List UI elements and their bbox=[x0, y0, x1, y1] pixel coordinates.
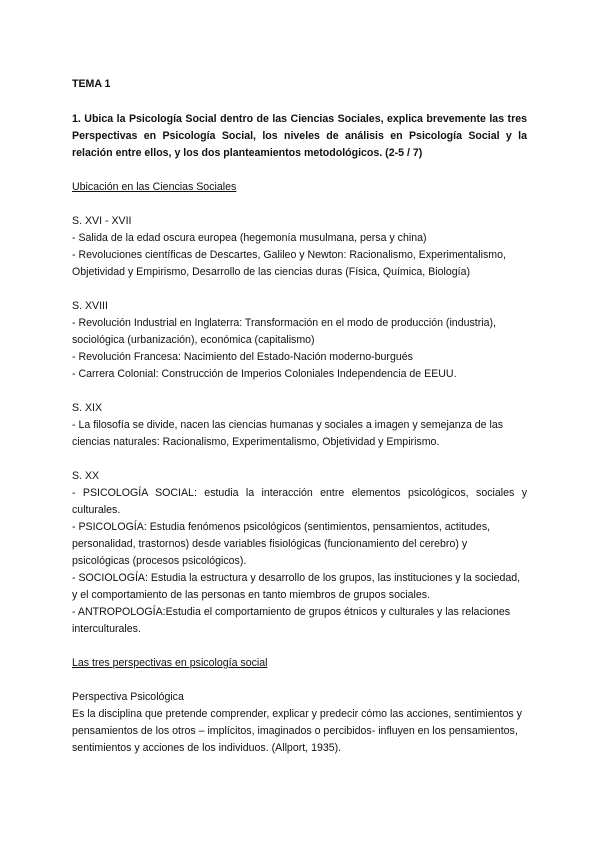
list-item: - Revolución Industrial en Inglaterra: Transformación en el modo de producción (industria), sociológica (urbanización), económica (capitalismo) bbox=[72, 317, 496, 346]
list-item: - PSICOLOGÍA SOCIAL: estudia la interacción entre elementos psicológicos, sociales y culturales. bbox=[72, 487, 527, 516]
list-item: - Revoluciones científicas de Descartes, Galileo y Newton: Racionalismo, Experimentalismo, Objetividad y Empirismo, Desarrollo de las ciencias duras (Física, Química, Biología) bbox=[72, 249, 506, 278]
century-label: S. XVIII bbox=[72, 300, 108, 312]
list-item: - PSICOLOGÍA: Estudia fenómenos psicológicos (sentimientos, pensamientos, actitudes, personalidad, trastornos) desde variables fisiológicas (funcionamiento del cerebro) y psicológicas (procesos psicológicos). bbox=[72, 521, 491, 567]
paragraph-text: Es la disciplina que pretende comprender, explicar y predecir cómo las acciones, sentimientos y pensamientos de los otros – implícitos, imaginados o percibidos- influyen en los pensamientos, sentimientos y acciones de los individuos. (Allport, 1935). bbox=[72, 708, 522, 754]
list-item: - ANTROPOLOGÍA:Estudia el comportamiento de grupos étnicos y culturales y las relaciones interculturales. bbox=[72, 606, 511, 635]
list-item: - Salida de la edad oscura europea (hegemonía musulmana, persa y china) bbox=[72, 232, 427, 244]
century-block-xx bbox=[72, 468, 527, 638]
century-block-xvi bbox=[72, 213, 527, 281]
document-page bbox=[72, 76, 527, 757]
century-label: S. XX bbox=[72, 470, 100, 482]
list-item: - SOCIOLOGÍA: Estudia la estructura y desarrollo de los grupos, las instituciones y la sociedad, y el comportamiento de las personas en tanto miembros de grupos sociales. bbox=[72, 572, 521, 601]
century-block-xix bbox=[72, 400, 527, 451]
century-label: S. XIX bbox=[72, 402, 103, 414]
subheading-perspectiva-psicologica: Perspectiva Psicológica bbox=[72, 691, 184, 703]
list-item: - Revolución Francesa: Nacimiento del Estado-Nación moderno-burgués bbox=[72, 351, 413, 363]
list-item: - La filosofía se divide, nacen las ciencias humanas y sociales a imagen y semejanza de las ciencias naturales: Racionalismo, Experimentalismo, Objetividad y Empirismo. bbox=[72, 419, 504, 448]
list-item: - Carrera Colonial: Construcción de Imperios Coloniales Independencia de EEUU. bbox=[72, 368, 457, 380]
section-heading-perspectivas: Las tres perspectivas en psicología social bbox=[72, 657, 268, 669]
section-heading-ubicacion: Ubicación en las Ciencias Sociales bbox=[72, 181, 237, 193]
question-text: 1. Ubica la Psicología Social dentro de las Ciencias Sociales, explica brevemente las tres Perspectivas en Psicología Social, los niveles de análisis en Psicología Social y la relación entre ellos, y los dos planteamientos metodológicos. (2-5 / 7) bbox=[72, 113, 527, 159]
century-label: S. XVI - XVII bbox=[72, 215, 132, 227]
document-title: TEMA 1 bbox=[72, 78, 111, 90]
century-block-xviii bbox=[72, 298, 527, 383]
